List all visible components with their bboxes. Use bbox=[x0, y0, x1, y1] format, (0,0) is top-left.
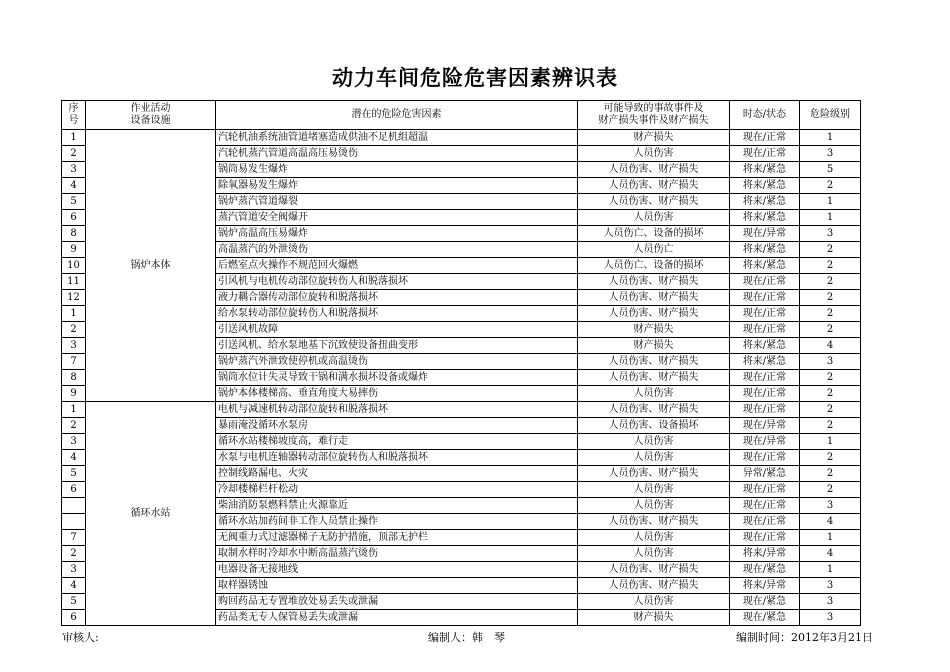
row-seq bbox=[62, 514, 86, 530]
row-hazard: 锅炉蒸汽管道爆裂 bbox=[216, 194, 578, 210]
row-state: 现在/正常 bbox=[730, 386, 800, 402]
row-hazard: 无阀重力式过滤器梯子无防护措施，顶部无护栏 bbox=[216, 530, 578, 546]
row-seq: 4 bbox=[62, 450, 86, 466]
row-hazard: 冷却楼梯栏杆松动 bbox=[216, 482, 578, 498]
row-hazard: 给水泵转动部位旋转伤人和脱落损坏 bbox=[216, 306, 578, 322]
row-level: 4 bbox=[800, 338, 861, 354]
row-seq: 2 bbox=[62, 322, 86, 338]
row-level: 2 bbox=[800, 306, 861, 322]
row-hazard: 锅炉高温高压易爆炸 bbox=[216, 226, 578, 242]
row-seq: 2 bbox=[62, 418, 86, 434]
row-consequence: 人员伤害 bbox=[578, 210, 730, 226]
row-seq: 5 bbox=[62, 466, 86, 482]
row-state: 现在/正常 bbox=[730, 482, 800, 498]
row-consequence: 人员伤害 bbox=[578, 450, 730, 466]
row-consequence: 人员伤亡、设备的损坏 bbox=[578, 226, 730, 242]
row-consequence: 人员伤害 bbox=[578, 546, 730, 562]
row-seq bbox=[62, 498, 86, 514]
row-hazard: 柴油消防泵燃料禁止火源靠近 bbox=[216, 498, 578, 514]
row-hazard: 高温蒸汽的外泄烫伤 bbox=[216, 242, 578, 258]
row-state: 现在/正常 bbox=[730, 306, 800, 322]
row-state: 现在/异常 bbox=[730, 434, 800, 450]
row-seq: 7 bbox=[62, 530, 86, 546]
row-seq: 5 bbox=[62, 194, 86, 210]
row-seq: 1 bbox=[62, 130, 86, 146]
row-state: 现在/正常 bbox=[730, 514, 800, 530]
row-seq: 9 bbox=[62, 386, 86, 402]
row-level: 3 bbox=[800, 354, 861, 370]
row-hazard: 药品类无专人保管易丢失或泄漏 bbox=[216, 610, 578, 626]
reviewer-label: 审核人: bbox=[62, 631, 99, 644]
row-hazard: 汽轮机蒸汽管道高温高压易烫伤 bbox=[216, 146, 578, 162]
row-consequence: 人员伤害、财产损失 bbox=[578, 514, 730, 530]
row-level: 2 bbox=[800, 482, 861, 498]
row-seq: 8 bbox=[62, 370, 86, 386]
row-level: 2 bbox=[800, 274, 861, 290]
row-state: 现在/正常 bbox=[730, 290, 800, 306]
row-state: 将来/紧急 bbox=[730, 242, 800, 258]
row-consequence: 人员伤害、设备损坏 bbox=[578, 418, 730, 434]
row-seq: 1 bbox=[62, 306, 86, 322]
row-consequence: 人员伤害 bbox=[578, 530, 730, 546]
row-hazard: 引风机与电机传动部位旋转伤人和脱落损坏 bbox=[216, 274, 578, 290]
header-consequence: 可能导致的事故事件及 财产损失事件及财产损失 bbox=[578, 101, 730, 130]
row-level: 2 bbox=[800, 450, 861, 466]
row-seq: 4 bbox=[62, 178, 86, 194]
row-level: 2 bbox=[800, 386, 861, 402]
row-seq: 8 bbox=[62, 226, 86, 242]
row-consequence: 人员伤亡 bbox=[578, 242, 730, 258]
row-hazard: 暴雨淹没循环水泵房 bbox=[216, 418, 578, 434]
row-level: 3 bbox=[800, 146, 861, 162]
row-consequence: 人员伤害、财产损失 bbox=[578, 162, 730, 178]
header-activity: 作业活动 设备设施 bbox=[86, 101, 216, 130]
table-header-row bbox=[62, 101, 861, 130]
header-level: 危险级别 bbox=[800, 101, 861, 130]
row-consequence: 人员伤害、财产损失 bbox=[578, 578, 730, 594]
row-consequence: 人员伤害 bbox=[578, 482, 730, 498]
row-hazard: 后燃室点火操作不规范回火爆燃 bbox=[216, 258, 578, 274]
row-hazard: 循环水站楼梯坡度高，难行走 bbox=[216, 434, 578, 450]
row-consequence: 人员伤亡、设备的损坏 bbox=[578, 258, 730, 274]
row-hazard: 引送风机故障 bbox=[216, 322, 578, 338]
row-level: 2 bbox=[800, 178, 861, 194]
page-title: 动力车间危险危害因素辨识表 bbox=[332, 66, 618, 90]
row-state: 将来/紧急 bbox=[730, 210, 800, 226]
row-seq: 2 bbox=[62, 546, 86, 562]
row-seq: 12 bbox=[62, 290, 86, 306]
row-state: 现在/异常 bbox=[730, 418, 800, 434]
row-hazard: 液力耦合器传动部位旋转和脱落损坏 bbox=[216, 290, 578, 306]
row-consequence: 人员伤害 bbox=[578, 434, 730, 450]
row-state: 将来/紧急 bbox=[730, 178, 800, 194]
row-level: 2 bbox=[800, 258, 861, 274]
row-hazard: 引送风机、给水泵地基下沉致使设备扭曲变形 bbox=[216, 338, 578, 354]
row-level: 3 bbox=[800, 498, 861, 514]
row-level: 2 bbox=[800, 290, 861, 306]
row-seq: 7 bbox=[62, 354, 86, 370]
row-activity: 循环水站 bbox=[86, 402, 216, 626]
row-seq: 1 bbox=[62, 402, 86, 418]
row-state: 将来/紧急 bbox=[730, 258, 800, 274]
header-state: 时态/状态 bbox=[730, 101, 800, 130]
row-consequence: 财产损失 bbox=[578, 610, 730, 626]
row-hazard: 锅筒水位计失灵导致干锅和满水损坏设备或爆炸 bbox=[216, 370, 578, 386]
hazard-table bbox=[61, 100, 861, 626]
row-consequence: 财产损失 bbox=[578, 130, 730, 146]
header-hazard: 潜在的危险危害因素 bbox=[216, 101, 578, 130]
row-seq: 6 bbox=[62, 210, 86, 226]
row-state: 现在/正常 bbox=[730, 146, 800, 162]
row-state: 将来/紧急 bbox=[730, 354, 800, 370]
row-consequence: 人员伤害、财产损失 bbox=[578, 402, 730, 418]
row-level: 3 bbox=[800, 594, 861, 610]
row-level: 2 bbox=[800, 402, 861, 418]
row-hazard: 汽轮机油系统油管道堵塞造成供油不足机组超温 bbox=[216, 130, 578, 146]
row-state: 将来/异常 bbox=[730, 578, 800, 594]
row-state: 将来/异常 bbox=[730, 546, 800, 562]
row-level: 1 bbox=[800, 562, 861, 578]
row-level: 2 bbox=[800, 370, 861, 386]
row-seq: 5 bbox=[62, 594, 86, 610]
row-state: 将来/紧急 bbox=[730, 338, 800, 354]
row-level: 1 bbox=[800, 530, 861, 546]
row-state: 现在/正常 bbox=[730, 322, 800, 338]
row-seq: 6 bbox=[62, 482, 86, 498]
row-state: 现在/正常 bbox=[730, 530, 800, 546]
row-hazard: 锅炉蒸汽外泄致使停机或高温烫伤 bbox=[216, 354, 578, 370]
row-hazard: 电机与减速机转动部位旋转和脱落损坏 bbox=[216, 402, 578, 418]
row-consequence: 财产损失 bbox=[578, 338, 730, 354]
row-level: 4 bbox=[800, 514, 861, 530]
row-state: 现在/正常 bbox=[730, 450, 800, 466]
row-consequence: 人员伤害 bbox=[578, 498, 730, 514]
row-seq: 6 bbox=[62, 610, 86, 626]
row-state: 将来/紧急 bbox=[730, 194, 800, 210]
row-state: 现在/异常 bbox=[730, 226, 800, 242]
row-state: 现在/正常 bbox=[730, 274, 800, 290]
row-state: 现在/正常 bbox=[730, 402, 800, 418]
row-seq: 10 bbox=[62, 258, 86, 274]
row-state: 现在/正常 bbox=[730, 498, 800, 514]
row-seq: 4 bbox=[62, 578, 86, 594]
row-level: 5 bbox=[800, 162, 861, 178]
row-consequence: 人员伤害 bbox=[578, 146, 730, 162]
row-seq: 3 bbox=[62, 162, 86, 178]
row-state: 现在/正常 bbox=[730, 130, 800, 146]
row-state: 将来/紧急 bbox=[730, 162, 800, 178]
row-seq: 3 bbox=[62, 434, 86, 450]
compile-date: 编制时间：2012年3月21日 bbox=[736, 631, 873, 644]
row-consequence: 人员伤害、财产损失 bbox=[578, 178, 730, 194]
row-seq: 3 bbox=[62, 562, 86, 578]
row-level: 3 bbox=[800, 610, 861, 626]
row-seq: 11 bbox=[62, 274, 86, 290]
row-hazard: 控制线路漏电、火灾 bbox=[216, 466, 578, 482]
row-seq: 9 bbox=[62, 242, 86, 258]
row-consequence: 人员伤害、财产损失 bbox=[578, 354, 730, 370]
row-consequence: 人员伤害、财产损失 bbox=[578, 370, 730, 386]
row-consequence: 财产损失 bbox=[578, 322, 730, 338]
row-hazard: 蒸汽管道安全阀爆开 bbox=[216, 210, 578, 226]
row-hazard: 取样器锈蚀 bbox=[216, 578, 578, 594]
row-hazard: 购回药品无专置堆放处易丢失或泄漏 bbox=[216, 594, 578, 610]
row-consequence: 人员伤害、财产损失 bbox=[578, 306, 730, 322]
row-hazard: 取制水样时冷却水中断高温蒸汽烫伤 bbox=[216, 546, 578, 562]
row-hazard: 锅炉本体楼梯高、垂直角度大易摔伤 bbox=[216, 386, 578, 402]
row-consequence: 人员伤害、财产损失 bbox=[578, 290, 730, 306]
row-consequence: 人员伤害 bbox=[578, 386, 730, 402]
row-consequence: 人员伤害、财产损失 bbox=[578, 194, 730, 210]
row-level: 2 bbox=[800, 322, 861, 338]
row-state: 现在/紧急 bbox=[730, 594, 800, 610]
header-seq: 序号 bbox=[62, 101, 86, 130]
row-level: 3 bbox=[800, 578, 861, 594]
row-consequence: 人员伤害、财产损失 bbox=[578, 274, 730, 290]
row-consequence: 人员伤害、财产损失 bbox=[578, 466, 730, 482]
row-hazard: 锅筒易发生爆炸 bbox=[216, 162, 578, 178]
row-hazard: 水泵与电机连轴器转动部位旋转伤人和脱落损坏 bbox=[216, 450, 578, 466]
row-level: 1 bbox=[800, 210, 861, 226]
compiler-label: 编制人：韩 琴 bbox=[428, 631, 505, 644]
row-seq: 2 bbox=[62, 146, 86, 162]
row-state: 现在/正常 bbox=[730, 370, 800, 386]
row-level: 3 bbox=[800, 226, 861, 242]
row-state: 异常/紧急 bbox=[730, 466, 800, 482]
row-consequence: 人员伤害、财产损失 bbox=[578, 562, 730, 578]
row-level: 1 bbox=[800, 130, 861, 146]
row-state: 现在/紧急 bbox=[730, 610, 800, 626]
row-seq: 3 bbox=[62, 338, 86, 354]
table-row bbox=[62, 402, 861, 418]
row-hazard: 循环水站加药间非工作人员禁止操作 bbox=[216, 514, 578, 530]
row-hazard: 除氧器易发生爆炸 bbox=[216, 178, 578, 194]
row-level: 4 bbox=[800, 546, 861, 562]
row-level: 2 bbox=[800, 466, 861, 482]
row-level: 2 bbox=[800, 242, 861, 258]
row-state: 现在/紧急 bbox=[730, 562, 800, 578]
row-hazard: 电器设备无接地线 bbox=[216, 562, 578, 578]
row-level: 1 bbox=[800, 434, 861, 450]
row-level: 1 bbox=[800, 194, 861, 210]
table-row bbox=[62, 130, 861, 146]
row-level: 2 bbox=[800, 418, 861, 434]
row-activity: 锅炉本体 bbox=[86, 130, 216, 402]
row-consequence: 人员伤害 bbox=[578, 594, 730, 610]
